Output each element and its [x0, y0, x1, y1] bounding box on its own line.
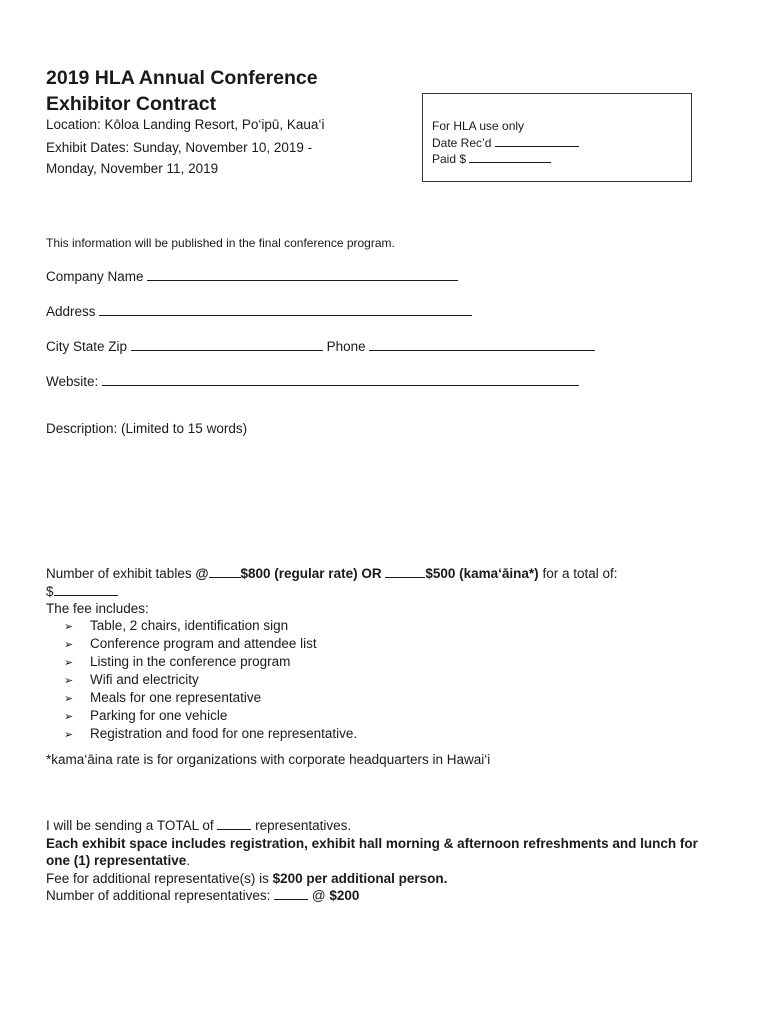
reps-total-field[interactable]: [217, 818, 251, 830]
date-received-label: Date Rec’d: [432, 136, 492, 150]
reps-total-suffix: representatives.: [255, 818, 352, 833]
title-line-1: 2019 HLA Annual Conference: [46, 67, 318, 89]
included-rep-note-line1: Each exhibit space includes registration, exhibit hall morning & afternoon refreshments and lunch for: [46, 836, 698, 851]
company-name-field[interactable]: [147, 269, 458, 281]
exhibit-tables-label: Number of exhibit tables: [46, 566, 192, 581]
dates-line-2: Monday, November 11, 2019: [46, 161, 219, 176]
kamaaina-rate-text: $500 (kama‘āina*): [425, 566, 539, 581]
at-sign: @: [195, 566, 209, 581]
date-received-field[interactable]: [495, 135, 579, 147]
additional-fee-amount: $200 per additional person.: [272, 871, 448, 886]
list-item: ➢ Registration and food for one representative.: [64, 725, 357, 743]
phone-field[interactable]: [369, 339, 595, 351]
address-field[interactable]: [99, 304, 472, 316]
website-label: Website:: [46, 374, 99, 389]
publication-notice: This information will be published in the final conference program.: [46, 236, 395, 250]
regular-rate-count-field[interactable]: [209, 566, 241, 578]
arrow-bullet-icon: ➢: [64, 711, 74, 723]
location: Location: Kōloa Landing Resort, Po‘ipū, Kaua‘i: [46, 117, 325, 132]
dates-line-1: Exhibit Dates: Sunday, November 10, 2019 -: [46, 140, 313, 155]
arrow-bullet-icon: ➢: [64, 675, 74, 687]
kamaaina-footnote: *kama‘āina rate is for organizations with corporate headquarters in Hawai‘i: [46, 752, 491, 767]
included-rep-note-period: .: [186, 853, 191, 868]
total-amount-field[interactable]: [54, 584, 118, 596]
office-use-title: For HLA use only: [432, 119, 525, 133]
list-item: ➢ Parking for one vehicle: [64, 707, 357, 725]
address-label: Address: [46, 304, 96, 319]
office-use-box: [422, 93, 692, 182]
fee-includes-list: [64, 617, 357, 743]
company-name-label: Company Name: [46, 269, 144, 284]
kamaaina-rate-count-field[interactable]: [385, 566, 425, 578]
title-line-2: Exhibitor Contract: [46, 93, 217, 115]
description-label: Description: (Limited to 15 words): [46, 421, 248, 436]
list-item: ➢ Wifi and electricity: [64, 671, 357, 689]
list-item: ➢ Table, 2 chairs, identification sign: [64, 617, 357, 635]
list-item: ➢ Meals for one representative: [64, 689, 357, 707]
regular-rate-text: $800 (regular rate) OR: [240, 566, 382, 581]
total-label: for a total of:: [542, 566, 618, 581]
fee-includes-label: The fee includes:: [46, 601, 149, 616]
additional-fee-label: Fee for additional representative(s) is: [46, 871, 269, 886]
list-item: ➢ Conference program and attendee list: [64, 635, 357, 653]
additional-reps-field[interactable]: [274, 888, 308, 900]
total-dollar-sign: $: [46, 584, 54, 599]
arrow-bullet-icon: ➢: [64, 639, 74, 651]
arrow-bullet-icon: ➢: [64, 693, 74, 705]
additional-reps-amount: $200: [329, 888, 360, 903]
reps-total-label: I will be sending a TOTAL of: [46, 818, 214, 833]
arrow-bullet-icon: ➢: [64, 729, 74, 741]
paid-label: Paid $: [432, 152, 467, 166]
list-item: ➢ Listing in the conference program: [64, 653, 357, 671]
additional-reps-label: Number of additional representatives:: [46, 888, 271, 903]
included-rep-note-line2: one (1) representative: [46, 853, 187, 868]
city-state-zip-label: City State Zip: [46, 339, 128, 354]
additional-reps-at: @: [311, 888, 326, 903]
arrow-bullet-icon: ➢: [64, 657, 74, 669]
phone-label: Phone: [326, 339, 366, 354]
website-field[interactable]: [102, 374, 579, 386]
city-state-zip-field[interactable]: [131, 339, 323, 351]
paid-field[interactable]: [469, 151, 551, 163]
arrow-bullet-icon: ➢: [64, 621, 74, 633]
